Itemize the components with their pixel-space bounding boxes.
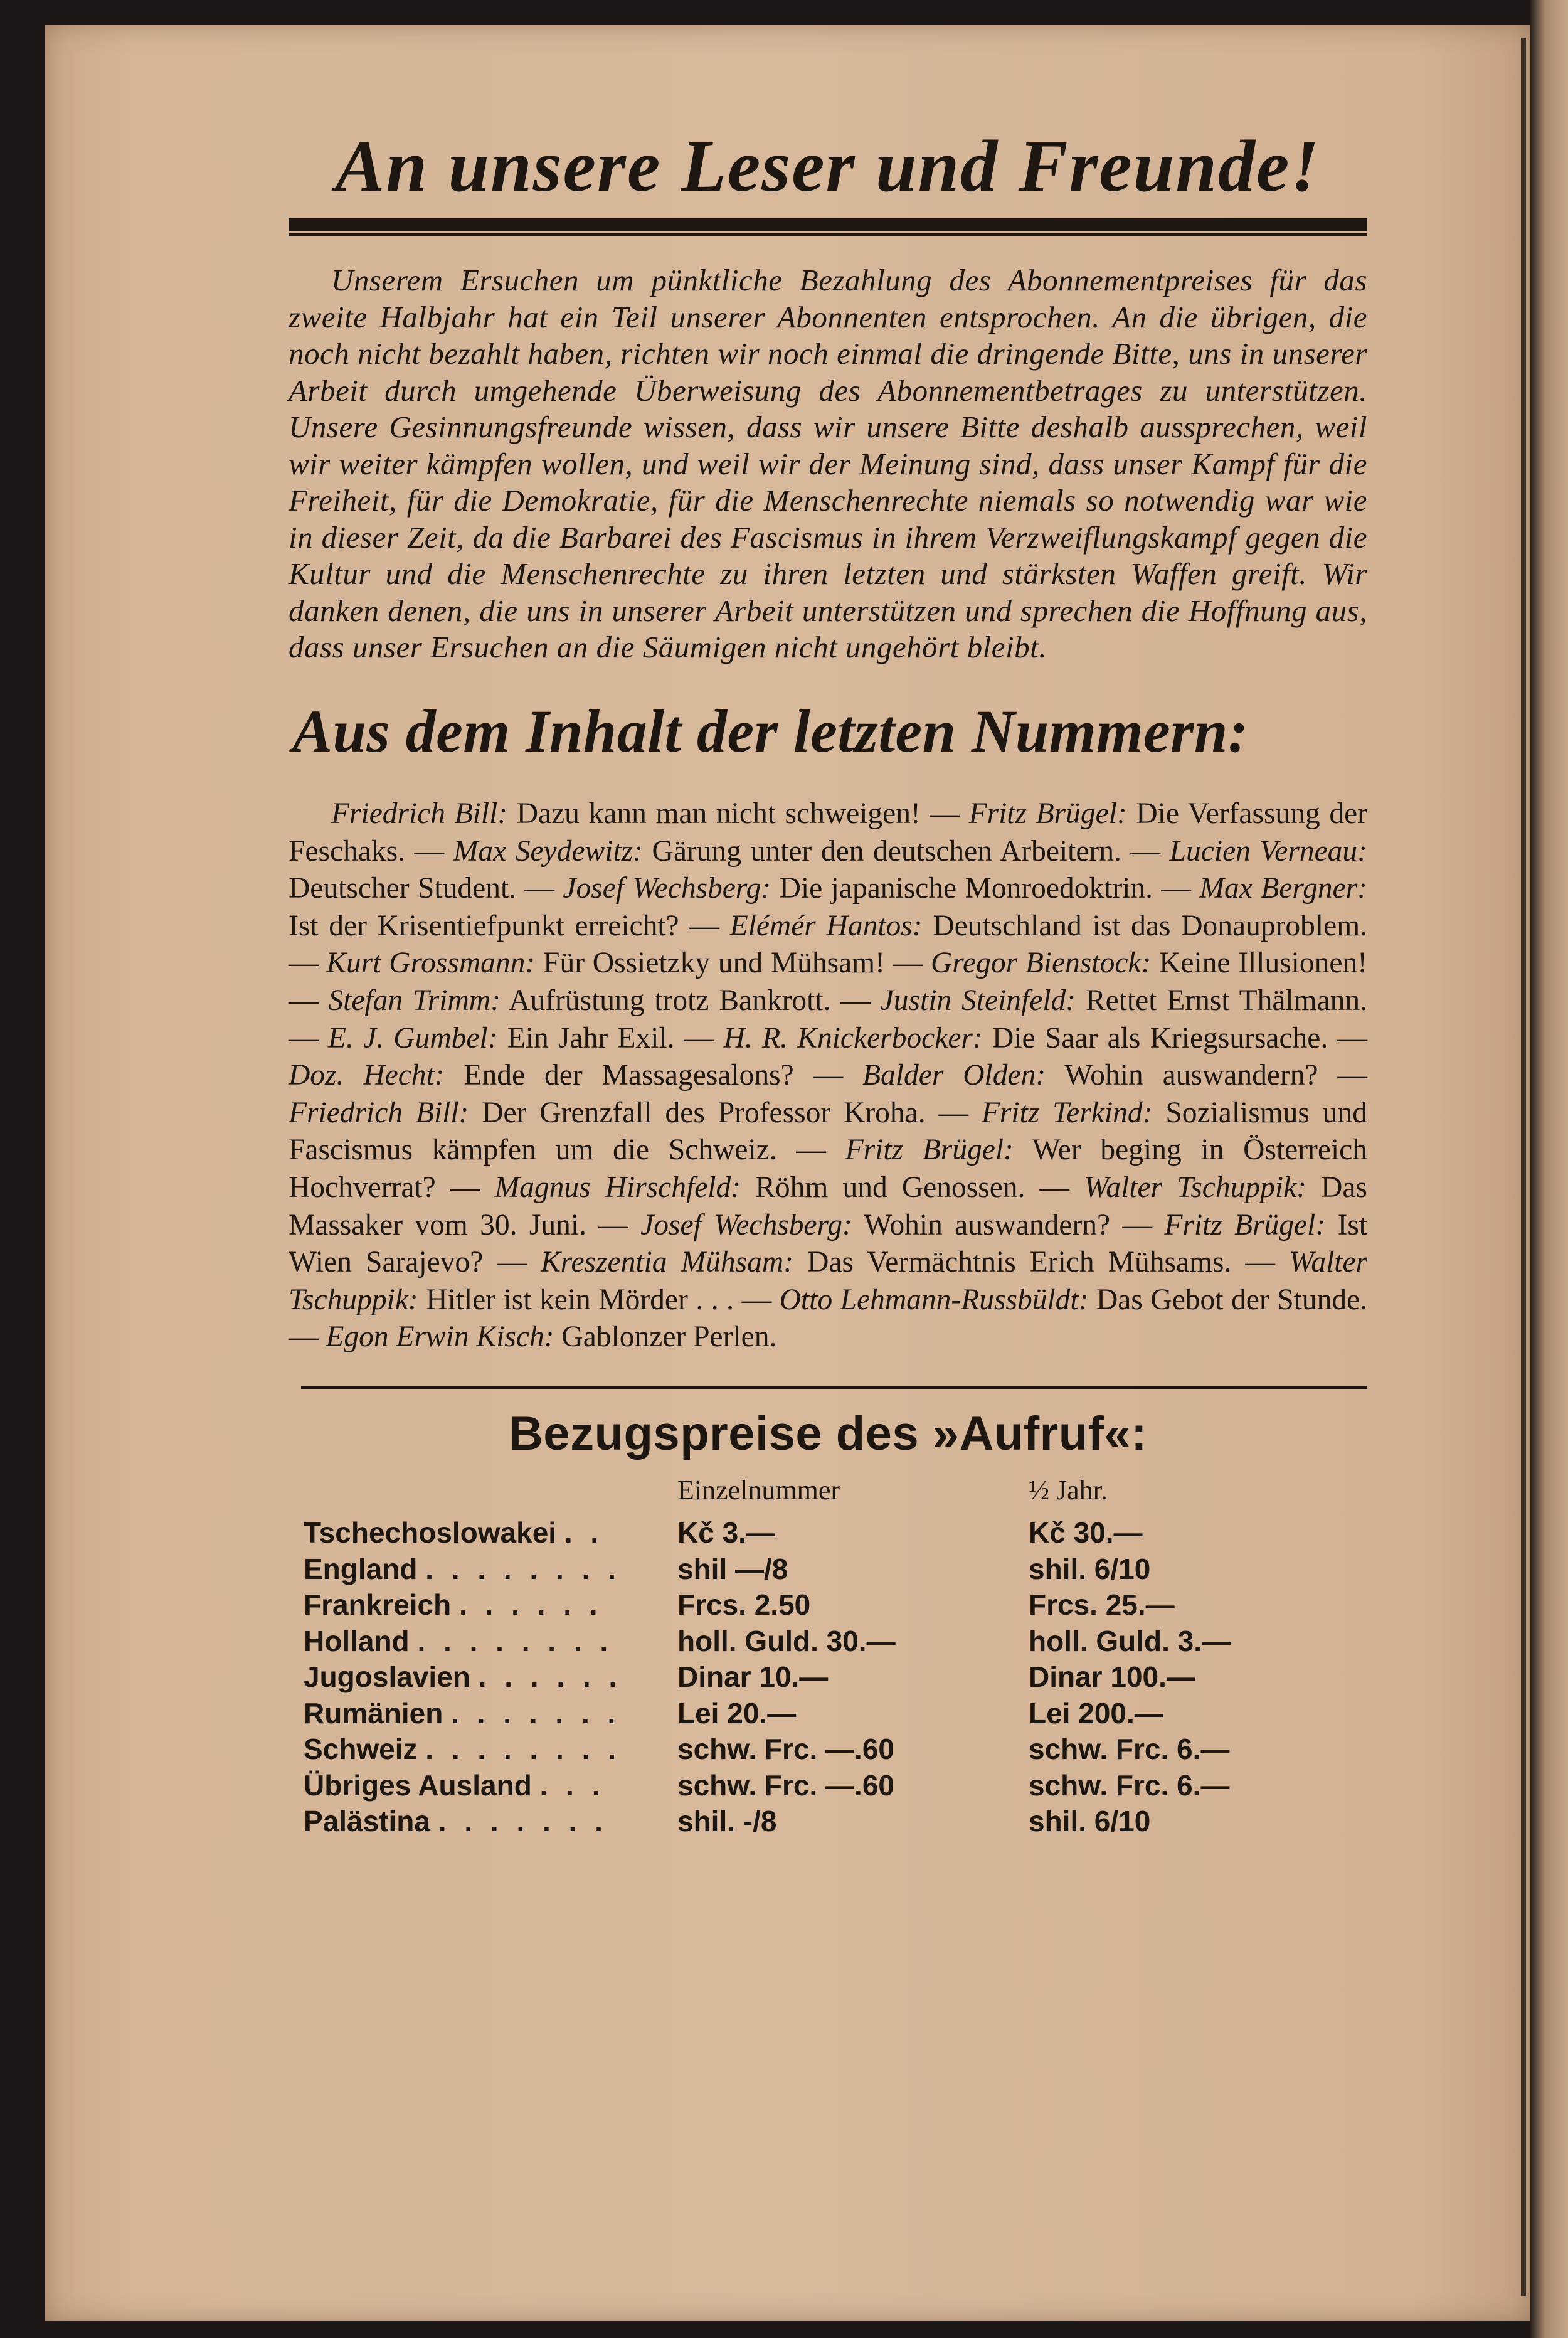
article-title: Die Saar als Kriegsursache. <box>992 1021 1328 1055</box>
article-author: Fritz Brügel: <box>1164 1208 1326 1241</box>
article-entry <box>331 797 921 830</box>
price-single-issue: Lei 20.— <box>677 1696 797 1730</box>
section-rule <box>301 1386 1367 1389</box>
article-author: Friedrich Bill: <box>289 1096 469 1129</box>
column-half-year: ½ Jahr. <box>1029 1475 1108 1506</box>
country-name: Schweiz <box>304 1733 418 1766</box>
article-entry <box>780 1283 1367 1316</box>
article-title: Das Gebot der Stunde. <box>1096 1283 1368 1316</box>
country-name: Jugoslavien <box>304 1661 470 1694</box>
article-title: Für Ossietzky und Mühsam! <box>543 947 885 980</box>
price-half-year: schw. Frc. 6.— <box>1029 1733 1230 1766</box>
article-author: Lucien Verneau: <box>1169 834 1367 868</box>
leader-dots: . . . . . . . <box>438 1805 608 1838</box>
article-author: Doz. Hecht: <box>289 1059 445 1092</box>
article-title: Der Grenzfall des Professor Kroha. <box>482 1096 926 1129</box>
country-name: Palästina <box>304 1805 430 1838</box>
article-title: Hitler ist kein Mörder . . . <box>426 1283 734 1316</box>
article-entry <box>289 1097 926 1129</box>
contents-heading: Aus dem Inhalt der letzten Nummern: <box>292 697 1249 765</box>
article-author: Balder Olden: <box>862 1059 1046 1092</box>
article-author: Walter Tschuppik: <box>289 1246 1368 1316</box>
article-author: E. J. Gumbel: <box>327 1021 498 1055</box>
article-title: Wohin auswandern? <box>1064 1059 1318 1092</box>
article-title: Die japanische Monroedoktrin. <box>779 872 1153 905</box>
price-single-issue: Dinar 10.— <box>677 1661 829 1694</box>
country-name: Holland <box>304 1624 410 1657</box>
article-author: Kurt Grossmann: <box>326 947 536 980</box>
contents-list: Friedrich Bill: Dazu kann man nicht schweigen! — Fritz Brügel: Die Verfassung der Feschaks. — Max Seydewitz: Gärung unter den deutschen Arbeitern. — Lucien Verneau: Deutscher Student. — Josef Wechsberg: Die japanische Monroedoktrin. — Max Bergner: Ist der Krisentiefpunkt erreicht? — Elémér Hantos: Deutschland ist das Donauproblem. — Kurt Grossmann: Für Ossietzky und Mühsam! — Gregor Bienstock: Keine Illusionen! — Stefan Trimm: Aufrüstung trotz Bankrott. — Justin Steinfeld: Rettet Ernst Thälmann. — E. J. Gumbel: Ein Jahr Exil. — H. R. Knickerbocker: Die Saar als Kriegsursache. — Doz. Hecht: Ende der Massagesalons? — Balder Olden: Wohin auswandern? — Friedrich Bill: Der Grenzfall des Professor Kroha. — Fritz Terkind: Sozialismus und Fascismus kämpfen um die Schweiz. — Fritz Brügel: Wer beging in Österreich Hochverrat? — Magnus Hirschfeld: Röhm und Genossen. — Walter Tschuppik: Das Massaker vom 30. Juni. — Josef Wechsberg: Wohin auswandern? — Fritz Brügel: Ist Wien Sarajevo? — Kreszentia Mühsam: Das Vermächtnis Erich Mühsams. — Walter Tschuppik: Hitler ist kein Mörder . . . — Otto Lehmann-Russbüldt: Das Gebot der Stunde. — Egon Erwin Kisch: Gablonzer Perlen. <box>289 797 1368 1354</box>
title-rule <box>289 218 1367 233</box>
price-country-cell <box>304 1695 677 1731</box>
article-author: Fritz Brügel: <box>968 797 1127 830</box>
article-entry <box>326 947 885 979</box>
article-author: Gregor Bienstock: <box>930 947 1152 980</box>
article-entry <box>326 1320 776 1353</box>
article-author: Josef Wechsberg: <box>563 872 771 905</box>
price-half-year: Kč 30.— <box>1029 1516 1143 1549</box>
page-content <box>289 119 1367 1839</box>
price-row <box>304 1731 1311 1767</box>
article-author: Magnus Hirschfeld: <box>494 1171 741 1204</box>
price-country-cell <box>304 1731 677 1767</box>
article-title: Das Massaker vom 30. Juni. <box>289 1171 1367 1241</box>
price-row <box>304 1514 1311 1551</box>
country-name: Frankreich <box>304 1588 452 1622</box>
price-row <box>304 1551 1311 1587</box>
article-author: Walter Tschuppik: <box>1084 1171 1306 1204</box>
article-title: Wohin auswandern? <box>864 1208 1111 1241</box>
leader-dots: . . . . . . . . <box>425 1733 622 1766</box>
article-title: Die Verfassung der Feschaks. <box>289 797 1367 868</box>
price-half-year: schw. Frc. 6.— <box>1029 1768 1230 1802</box>
article-author: Josef Wechsberg: <box>640 1208 852 1241</box>
article-title: Deutschland ist das Donauproblem. <box>933 909 1368 942</box>
article-entry <box>881 984 1367 1017</box>
article-title: Aufrüstung trotz Bankrott. <box>509 984 831 1017</box>
country-name: Rumänien <box>304 1696 443 1730</box>
price-half-year: Dinar 100.— <box>1029 1661 1195 1694</box>
price-country-cell <box>304 1803 677 1839</box>
article-entry <box>328 1022 675 1055</box>
article-entry <box>862 1059 1318 1092</box>
price-row <box>304 1586 1311 1623</box>
price-table <box>304 1514 1311 1839</box>
article-title: Sozialismus und Fascismus kämpfen um die Schweiz. <box>289 1096 1368 1167</box>
article-author: Otto Lehmann-Russbüldt: <box>779 1283 1089 1316</box>
price-country-cell <box>304 1586 677 1623</box>
page-fold <box>1521 38 1526 2296</box>
article-entry <box>495 1171 1025 1204</box>
price-single-issue: shil. -/8 <box>677 1805 777 1838</box>
prices-heading: Bezugspreise des »Aufruf«: <box>508 1407 1148 1461</box>
country-name: Übriges Ausland <box>304 1768 532 1802</box>
price-country-cell <box>304 1659 677 1695</box>
price-column-headers <box>289 1468 1367 1512</box>
country-name: England <box>304 1552 418 1585</box>
price-single-issue: shil —/8 <box>677 1552 788 1585</box>
price-country-cell <box>304 1514 677 1551</box>
leader-dots: . . . <box>539 1768 605 1802</box>
article-title: Ende der Massagesalons? <box>464 1059 794 1092</box>
price-half-year: shil. 6/10 <box>1029 1552 1151 1585</box>
price-half-year: Lei 200.— <box>1029 1696 1163 1730</box>
column-single-issue: Einzelnummer <box>677 1475 840 1506</box>
price-row <box>304 1695 1311 1731</box>
country-name: Tschechoslowakei <box>304 1516 557 1549</box>
adjacent-page-edge <box>1530 0 1568 2338</box>
price-single-issue: schw. Frc. —.60 <box>677 1768 894 1802</box>
article-author: Egon Erwin Kisch: <box>326 1320 554 1354</box>
article-author: Stefan Trimm: <box>328 984 501 1017</box>
article-author: Fritz Terkind: <box>981 1096 1153 1129</box>
article-title: Ist der Krisentiefpunkt erreicht? <box>289 909 679 942</box>
price-single-issue: schw. Frc. —.60 <box>677 1733 894 1766</box>
price-row <box>304 1767 1311 1804</box>
article-entry <box>724 1022 1328 1055</box>
article-title: Rettet Ernst Thälmann. <box>1085 984 1368 1017</box>
article-entry <box>453 835 1121 868</box>
article-author: Max Bergner: <box>1199 872 1367 905</box>
price-row <box>304 1623 1311 1659</box>
page-title: An unsere Leser und Freunde! <box>335 125 1321 207</box>
article-entry <box>640 1209 1110 1241</box>
article-entry <box>541 1246 1231 1278</box>
leader-dots: . . . . . . . . <box>417 1624 613 1657</box>
article-author: Friedrich Bill: <box>331 797 508 830</box>
article-title: Gablonzer Perlen. <box>561 1320 777 1354</box>
article-author: Justin Steinfeld: <box>880 984 1076 1017</box>
article-entry <box>931 947 1367 979</box>
leader-dots: . . <box>564 1516 604 1549</box>
price-country-cell <box>304 1623 677 1659</box>
price-single-issue: Kč 3.— <box>677 1516 775 1549</box>
article-entry <box>730 910 1367 942</box>
leader-dots: . . . . . . <box>459 1588 603 1622</box>
article-title: Deutscher Student. <box>289 872 517 905</box>
price-half-year: shil. 6/10 <box>1029 1805 1151 1838</box>
article-author: H. R. Knickerbocker: <box>723 1021 983 1055</box>
article-title: Dazu kann man nicht schweigen! <box>516 797 921 830</box>
leader-dots: . . . . . . . . <box>425 1552 621 1585</box>
intro-paragraph: Unserem Ersuchen um pünktliche Bezahlung des Abonnementpreises für das zweite Halbjahr hat ein Teil unserer Abonnenten entsprochen. An die übrigen, die noch nicht bezahlt haben, richten wir noch einmal die dringende Bitte, uns in unserer Arbeit durch umgehende Überweisung des Abonnementbetrages zu unterstützen. Unsere Gesinnungsfreunde wissen, dass wir unsere Bitte deshalb aussprechen, weil wir weiter kämpfen wollen, und weil wir der Meinung sind, dass unser Kampf für die Freiheit, für die Demokratie, für die Menschenrechte niemals so notwendig war wie in dieser Zeit, da die Barbarei des Fascismus in ihrem Verzweiflungskampf gegen die Kultur und die Menschenrechte zu ihren letzten und stärksten Waffen greift. Wir danken denen, die uns in unserer Arbeit unterstützen und sprechen die Hoffnung aus, dass unser Ersuchen an die Säumigen nicht ungehört bleibt. <box>289 263 1367 664</box>
article-author: Fritz Brügel: <box>845 1134 1014 1167</box>
article-title: Das Vermächtnis Erich Mühsams. <box>807 1246 1232 1279</box>
article-title: Ist Wien Sarajevo? <box>289 1208 1367 1279</box>
price-half-year: holl. Guld. 3.— <box>1029 1624 1231 1657</box>
article-title: Wer beging in Österreich Hochverrat? <box>289 1134 1367 1204</box>
article-title: Gärung unter den deutschen Arbeitern. <box>652 834 1121 868</box>
price-country-cell <box>304 1767 677 1804</box>
price-country-cell <box>304 1551 677 1587</box>
price-row <box>304 1659 1311 1695</box>
price-single-issue: holl. Guld. 30.— <box>677 1624 896 1657</box>
price-row <box>304 1803 1311 1839</box>
article-title: Röhm und Genossen. <box>755 1171 1025 1204</box>
article-entry <box>563 872 1153 905</box>
price-single-issue: Frcs. 2.50 <box>677 1588 811 1622</box>
article-author: Kreszentia Mühsam: <box>541 1246 794 1279</box>
article-title: Keine Illusionen! <box>1159 947 1368 980</box>
article-entry <box>289 1059 794 1092</box>
leader-dots: . . . . . . . <box>451 1696 621 1730</box>
article-author: Elémér Hantos: <box>729 909 923 942</box>
price-half-year: Frcs. 25.— <box>1029 1588 1175 1622</box>
leader-dots: . . . . . . <box>478 1661 622 1694</box>
article-title: Ein Jahr Exil. <box>507 1021 675 1055</box>
article-entry <box>328 984 830 1017</box>
article-author: Max Seydewitz: <box>453 834 643 868</box>
